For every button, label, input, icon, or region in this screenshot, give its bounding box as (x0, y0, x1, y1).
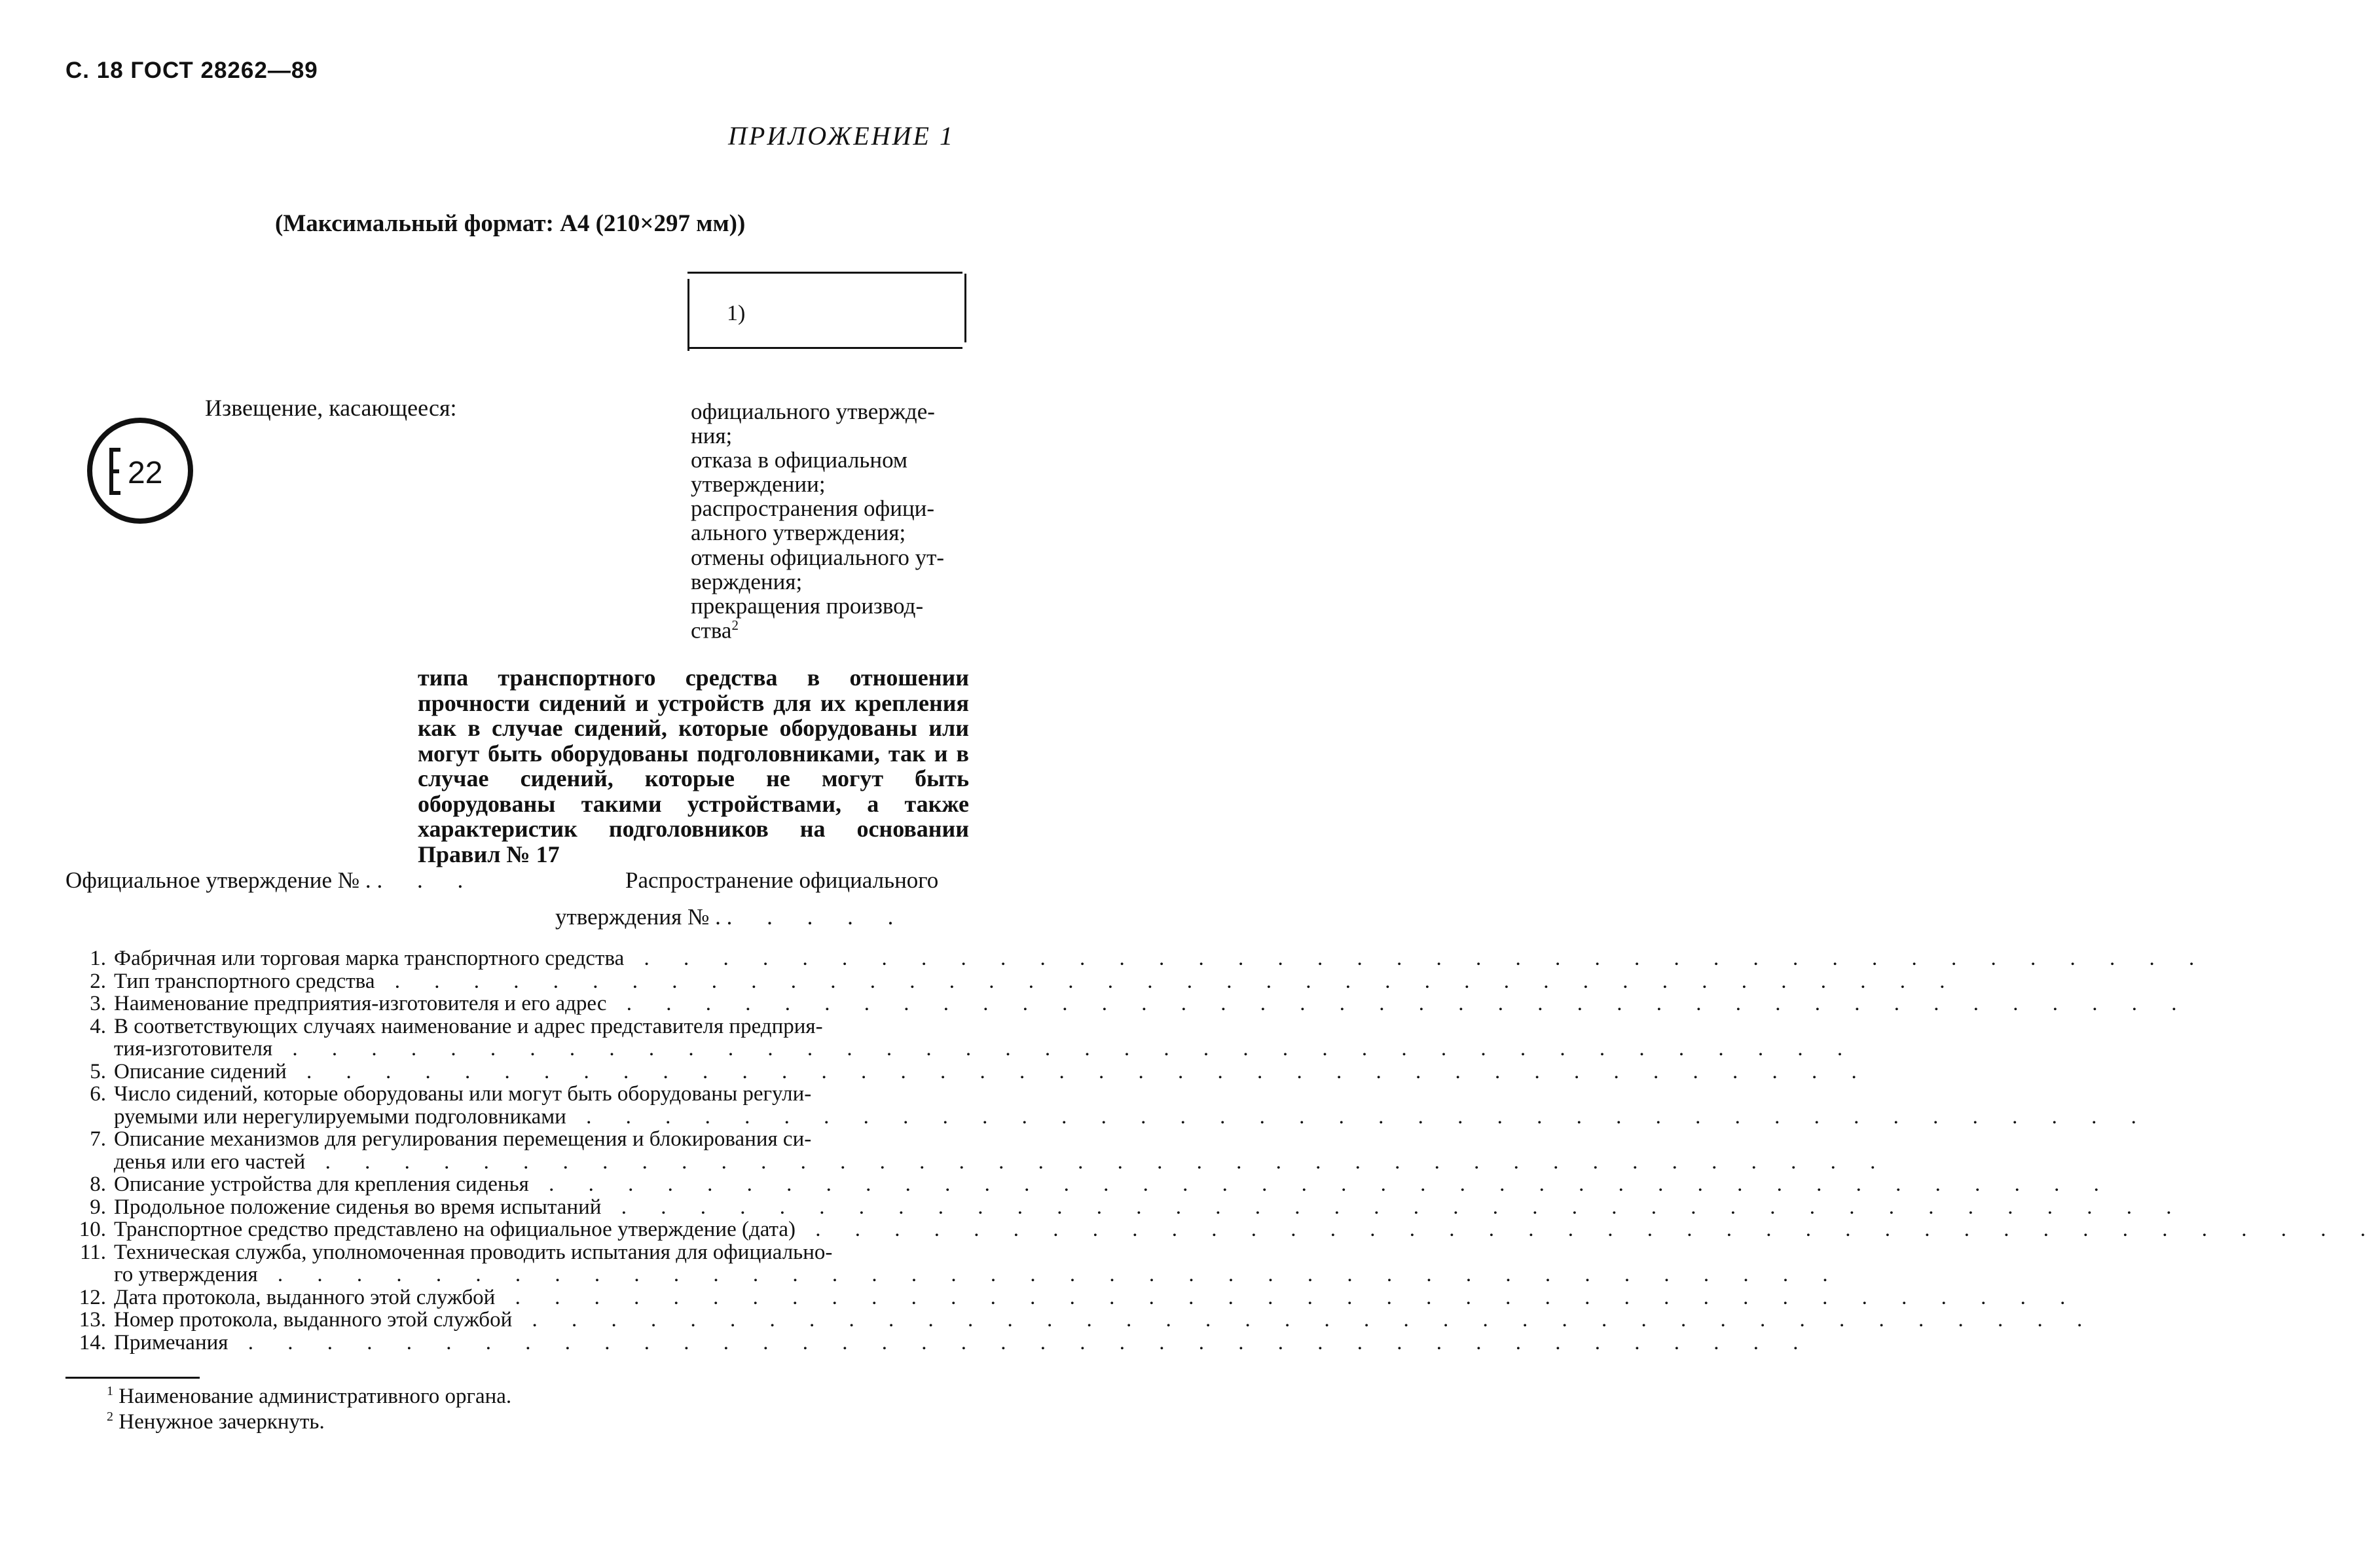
item-number: 5. (90, 1059, 106, 1083)
approval-number-label: Официальное утверждение № . (65, 867, 371, 893)
admin-box-label: 1) (727, 301, 746, 325)
notice-option-line: ального утверждения; (691, 520, 906, 546)
notice-option-line: официального утвержде- (691, 399, 935, 424)
notice-option-line: утверждении; (691, 471, 826, 498)
item-text: В соответствующих случаях наименование и адрес представителя предприя- (114, 1014, 823, 1038)
item-number: 9. (90, 1195, 106, 1219)
item-label: Номер протокола, выданного этой службой (114, 1308, 513, 1332)
item-label: Описание сидений (114, 1059, 287, 1083)
stamp-letter-e (111, 450, 120, 493)
approval-number-field (65, 867, 477, 894)
item-number: 6. (90, 1082, 106, 1106)
form-item (65, 1195, 2186, 1219)
extension-number-label: утверждения № . (555, 904, 721, 930)
item-number: 12. (79, 1285, 106, 1309)
item-label: Наименование предприятия-изготовителя и его адрес (114, 992, 607, 1015)
item-text: Номер протокола, выданного этой службой . . . . . . . . . . . . . . . . . . . . . . . . . . . . . . . . . . . . . . . . (114, 1308, 2097, 1332)
footnote-divider (65, 1377, 200, 1379)
box-right-border (964, 274, 966, 342)
appendix-title: ПРИЛОЖЕНИЕ 1 (728, 121, 955, 151)
footnote (107, 1384, 511, 1409)
format-note: (Максимальный формат: А4 (210×297 мм)) (275, 210, 746, 237)
extension-number-field (555, 904, 907, 930)
item-number: 3. (90, 992, 106, 1015)
item-text: Примечания . . . . . . . . . . . . . . . . . . . . . . . . . . . . . . . . . . . . . . . . (114, 1330, 1813, 1354)
form-items-list (65, 947, 2380, 1354)
item-number: 8. (90, 1172, 106, 1196)
page-header: С. 18 ГОСТ 28262—89 (65, 58, 318, 83)
form-item (65, 1059, 1871, 1083)
item-number: 11. (79, 1240, 106, 1264)
item-text: Фабричная или торговая марка транспортного средства . . . . . . . . . . . . . . . . . . . . . . . . . . . . . . . . . . . . . . . . (114, 947, 2209, 970)
approval-number-dots: . . . (376, 867, 478, 893)
form-item-continuation (65, 1037, 1858, 1061)
item-label: Примечания (114, 1330, 229, 1354)
form-item (65, 1218, 2380, 1241)
form-item (65, 1015, 969, 1038)
item-number: 4. (90, 1014, 106, 1038)
item-label: Дата протокола, выданного этой службой (114, 1285, 496, 1309)
notice-option-line: верждения; (691, 568, 803, 594)
approval-mark-stamp (86, 417, 194, 525)
vehicle-type-description: типа транспортного средства в отношении прочности сидений и устройств для их крепления как в случае сидений, которые оборудованы или могут быть оборудованы подголовниками, так и в случае сидений, которые не могут быть оборудованы такими устройствами, а также характеристик подголовников на основании Правил № 17 (418, 664, 969, 867)
item-label: го утверждения (114, 1263, 258, 1286)
item-label: Фабричная или торговая марка транспортного средства (114, 947, 625, 970)
item-text: го утверждения . . . . . . . . . . . . . . . . . . . . . . . . . . . . . . . . . . . . . . . . (114, 1263, 1842, 1286)
form-item (65, 1330, 1813, 1354)
form-item (65, 1308, 2097, 1332)
item-number: 14. (79, 1330, 106, 1354)
notice-option-line: распространения офици- (691, 496, 935, 522)
item-text: Описание устройства для крепления сиденья . . . . . . . . . . . . . . . . . . . . . . . . . . . . . . . . . . . . . . . . (114, 1172, 2114, 1196)
notice-option-line: прекращения производ- (691, 592, 924, 619)
item-number: 7. (90, 1127, 106, 1151)
item-label: денья или его частей (114, 1150, 306, 1174)
form-item (65, 992, 2191, 1015)
item-text: Транспортное средство представлено на официальное утверждение (дата) . . . . . . . . . . . . . . . . . . . . . . . . . . . . . . . . . . . . . . . . (114, 1218, 2380, 1241)
extension-label-line1: Распространение официального (625, 867, 939, 893)
admin-authority-box (687, 272, 962, 349)
box-left-border (687, 279, 689, 351)
item-label: Транспортное средство представлено на официальное утверждение (дата) (114, 1218, 796, 1241)
item-number: 2. (90, 969, 106, 993)
item-label: Тип транспортного средства (114, 969, 375, 993)
notice-option-text: ства (691, 617, 732, 644)
item-text: тия-изготовителя . . . . . . . . . . . . . . . . . . . . . . . . . . . . . . . . . . . . . . . . (114, 1037, 1858, 1061)
form-item-continuation (65, 1150, 1890, 1174)
item-text: Число сидений, которые оборудованы или могут быть оборудованы регули- (114, 1082, 812, 1106)
item-number: 10. (79, 1218, 106, 1241)
extension-number-dots: . . . . . (726, 904, 908, 930)
notice-option-line (691, 618, 966, 643)
item-text: Тип транспортного средства . . . . . . . . . . . . . . . . . . . . . . . . . . . . . . . . . . . . . . . . (114, 969, 1960, 993)
notice-label: Извещение, касающееся: (205, 395, 457, 421)
item-label: руемыми или нерегулируемыми подголовниками (114, 1104, 566, 1129)
footnote-text: Ненужное зачеркнуть. (119, 1410, 325, 1434)
item-text: Дата протокола, выданного этой службой . . . . . . . . . . . . . . . . . . . . . . . . . . . . . . . . . . . . . . . . (114, 1285, 2080, 1309)
item-number: 1. (90, 947, 106, 970)
item-label: Описание устройства для крепления сиденья (114, 1172, 529, 1196)
form-item (65, 1285, 2080, 1309)
form-item (65, 969, 1960, 993)
item-text: Техническая служба, уполномоченная проводить испытания для официально- (114, 1240, 833, 1264)
notice-option-line: отмены официального ут- (691, 544, 945, 570)
form-item-continuation (65, 1104, 2151, 1129)
notice-option-line: отказа в официальном (691, 447, 908, 473)
item-text: Описание механизмов для регулирования перемещения и блокирования си- (114, 1127, 812, 1151)
form-item (65, 1241, 969, 1264)
item-text: денья или его частей . . . . . . . . . . . . . . . . . . . . . . . . . . . . . . . . . . . . . . . . (114, 1150, 1890, 1174)
item-text: Продольное положение сиденья во время испытаний . . . . . . . . . . . . . . . . . . . . . . . . . . . . . . . . . . . . . . . . (114, 1195, 2186, 1219)
form-item-continuation (65, 1263, 1842, 1286)
item-number: 13. (79, 1308, 106, 1332)
notice-option-line: ния; (691, 423, 733, 449)
footnote-text: Наименование административного органа. (119, 1385, 512, 1408)
footnote-mark: 2 (107, 1409, 113, 1424)
footnote (107, 1409, 325, 1434)
form-item (65, 947, 2209, 970)
item-label: тия-изготовителя (114, 1037, 273, 1061)
notice-options (691, 399, 966, 643)
form-item (65, 1172, 2114, 1196)
stamp-country-code: 22 (128, 456, 163, 490)
form-item (65, 1083, 969, 1106)
item-label: Продольное положение сиденья во время испытаний (114, 1195, 602, 1219)
footnote-mark: 1 (107, 1384, 113, 1398)
item-text: руемыми или нерегулируемыми подголовниками . . . . . . . . . . . . . . . . . . . . . . . . . . . . . . . . . . . . . . . . (114, 1104, 2151, 1129)
item-text: Наименование предприятия-изготовителя и его адрес . . . . . . . . . . . . . . . . . . . . . . . . . . . . . . . . . . . . . . . . (114, 992, 2191, 1015)
item-text: Описание сидений . . . . . . . . . . . . . . . . . . . . . . . . . . . . . . . . . . . . . . . . (114, 1059, 1871, 1083)
form-item (65, 1128, 969, 1151)
footnote-ref-2: 2 (731, 617, 739, 633)
